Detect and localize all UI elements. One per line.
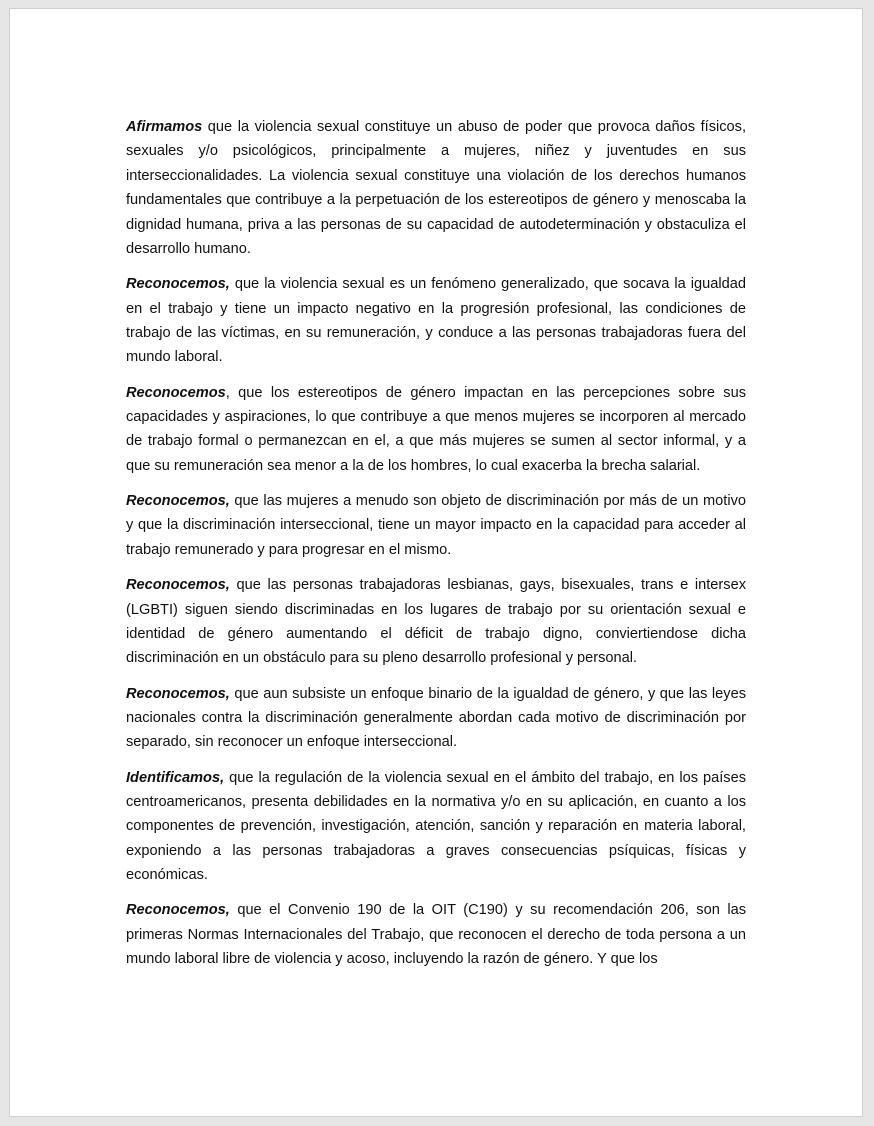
paragraph-reconocemos-1	[126, 272, 746, 370]
paragraph-lead: Reconocemos	[126, 384, 226, 401]
paragraph-text: que la violencia sexual constituye un abuso de poder que provoca daños físicos, sexuales y/o psicológicos, principalmente a mujeres, niñez y juventudes en sus interseccionalidades. La violencia sexual constituye una violación de los derechos humanos fundamentales que contribuye a la perpetuación de los estereotipos de género y menoscaba la dignidad humana, priva a las personas de su capacidad de autodeterminación y obstaculiza el desarrollo humano.	[126, 119, 746, 258]
paragraph-reconocemos-4	[126, 573, 746, 671]
paragraph-reconocemos-5	[126, 682, 746, 755]
paragraph-text: que el Convenio 190 de la OIT (C190) y su recomendación 206, son las primeras Normas Internacionales del Trabajo, que reconocen el derecho de toda persona a un mundo laboral libre de violencia y acoso, incluyendo la razón de género. Y que los	[126, 902, 746, 968]
paragraph-identificamos	[126, 766, 746, 888]
paragraph-lead: Reconocemos,	[126, 276, 230, 293]
paragraph-reconocemos-6	[126, 898, 746, 971]
paragraph-text: que las personas trabajadoras lesbianas, gays, bisexuales, trans e intersex (LGBTI) siguen siendo discriminadas en los lugares de trabajo por su orientación sexual e identidad de género aumentando el déficit de trabajo digno, conviertiendose dicha discriminación en un obstáculo para su pleno desarrollo profesional y personal.	[126, 577, 746, 667]
document-body	[126, 115, 746, 982]
paragraph-lead: Reconocemos,	[126, 685, 230, 702]
paragraph-text: que aun subsiste un enfoque binario de la igualdad de género, y que las leyes nacionales contra la discriminación generalmente abordan cada motivo de discriminación por separado, sin reconocer un enfoque interseccional.	[126, 685, 746, 751]
paragraph-lead: Afirmamos	[126, 119, 203, 135]
paragraph-reconocemos-2	[126, 381, 746, 479]
paragraph-afirmamos	[126, 115, 746, 261]
paragraph-reconocemos-3	[126, 489, 746, 562]
paragraph-lead: Reconocemos,	[126, 493, 230, 510]
paragraph-lead: Identificamos,	[126, 769, 225, 786]
document-page	[9, 8, 863, 1117]
paragraph-lead: Reconocemos,	[126, 577, 230, 594]
paragraph-text: , que los estereotipos de género impactan en las percepciones sobre sus capacidades y aspiraciones, lo que contribuye a que menos mujeres se incorporen al mercado de trabajo formal o permanezcan en el, a que más mujeres se sumen al sector informal, y a que su remuneración sea menor a la de los hombres, lo cual exacerba la brecha salarial.	[126, 384, 746, 474]
paragraph-text: que las mujeres a menudo son objeto de discriminación por más de un motivo y que la discriminación interseccional, tiene un mayor impacto en la capacidad para acceder al trabajo remunerado y para progresar en el mismo.	[126, 493, 746, 558]
paragraph-text: que la regulación de la violencia sexual en el ámbito del trabajo, en los países centroamericanos, presenta debilidades en la normativa y/o en su aplicación, en cuanto a los componentes de prevención, investigación, atención, sanción y reparación en materia laboral, exponiendo a las personas trabajadoras a graves consecuencias psíquicas, físicas y económicas.	[126, 769, 746, 884]
paragraph-text: que la violencia sexual es un fenómeno generalizado, que socava la igualdad en el trabajo y tiene un impacto negativo en la progresión profesional, las condiciones de trabajo de las víctimas, en su remuneración, y conduce a las personas trabajadoras fuera del mundo laboral.	[126, 276, 746, 366]
paragraph-lead: Reconocemos,	[126, 902, 230, 919]
